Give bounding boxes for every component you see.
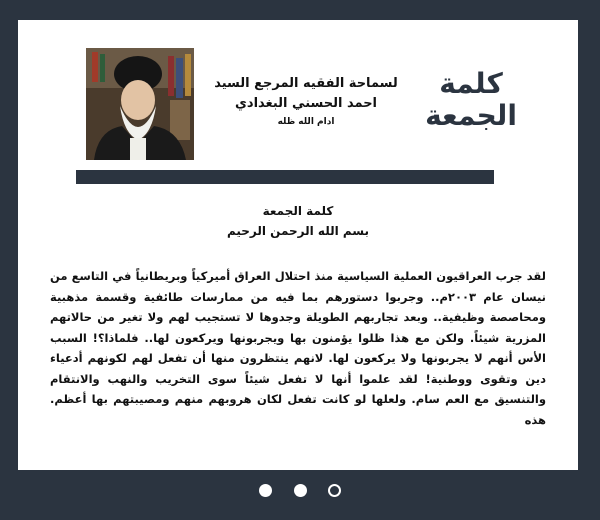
content-card: [18, 20, 578, 470]
carousel-pagination: [0, 482, 600, 501]
header-line-3: ادام الله ظله: [277, 117, 335, 127]
page-title: كلمة الجمعة: [425, 67, 517, 132]
header-line-1: لسماحة الفقيه المرجع السيد: [214, 76, 398, 91]
carousel-dot-3[interactable]: [328, 484, 341, 497]
carousel-dot-2[interactable]: [294, 484, 307, 497]
section-title: كلمة الجمعة: [262, 204, 334, 218]
divider-bar: [76, 170, 494, 184]
cleric-portrait-image: [86, 48, 194, 160]
header-attribution: [208, 74, 404, 130]
header-line-2: احمد الحسني البغدادي: [234, 96, 378, 111]
article-body: لقد جرب العراقيون العملية السياسية منذ احتلال العراق أميركياً وبريطانياً في التاسع من نيسان عام ٢٠٠٣م.. وجربوا دستورهم بما فيه من ممارسات طائفية وقسمة مذهبية ومحاصصة وظيفية.. وبعد تجاربهم الطويلة وجدوها لا تستجيب لهم ولا تغير من حالاتهم المزرية شيئاً. ولكن مع هذا ظلوا يؤمنون بها ويجربونها ويركعون لها.. فلماذا؟! السبب الأس أنهم لا يجربونها ولا يركعون لها. لانهم ينتظرون منها أن تفعل لهم لكونهم أدعياء دين وتقوى ووطنية! لقد علموا أنها لا تفعل شيئاً سوى التخريب والنهب والانتقام والتنسيق مع العم سام. ولعلها لو كانت تفعل لكان هروبهم منهم ومصيبتهم بها أعظم. هذه: [50, 269, 546, 427]
carousel-dot-1[interactable]: [259, 484, 272, 497]
basmala-line: بسم الله الرحمن الرحيم: [226, 224, 370, 238]
